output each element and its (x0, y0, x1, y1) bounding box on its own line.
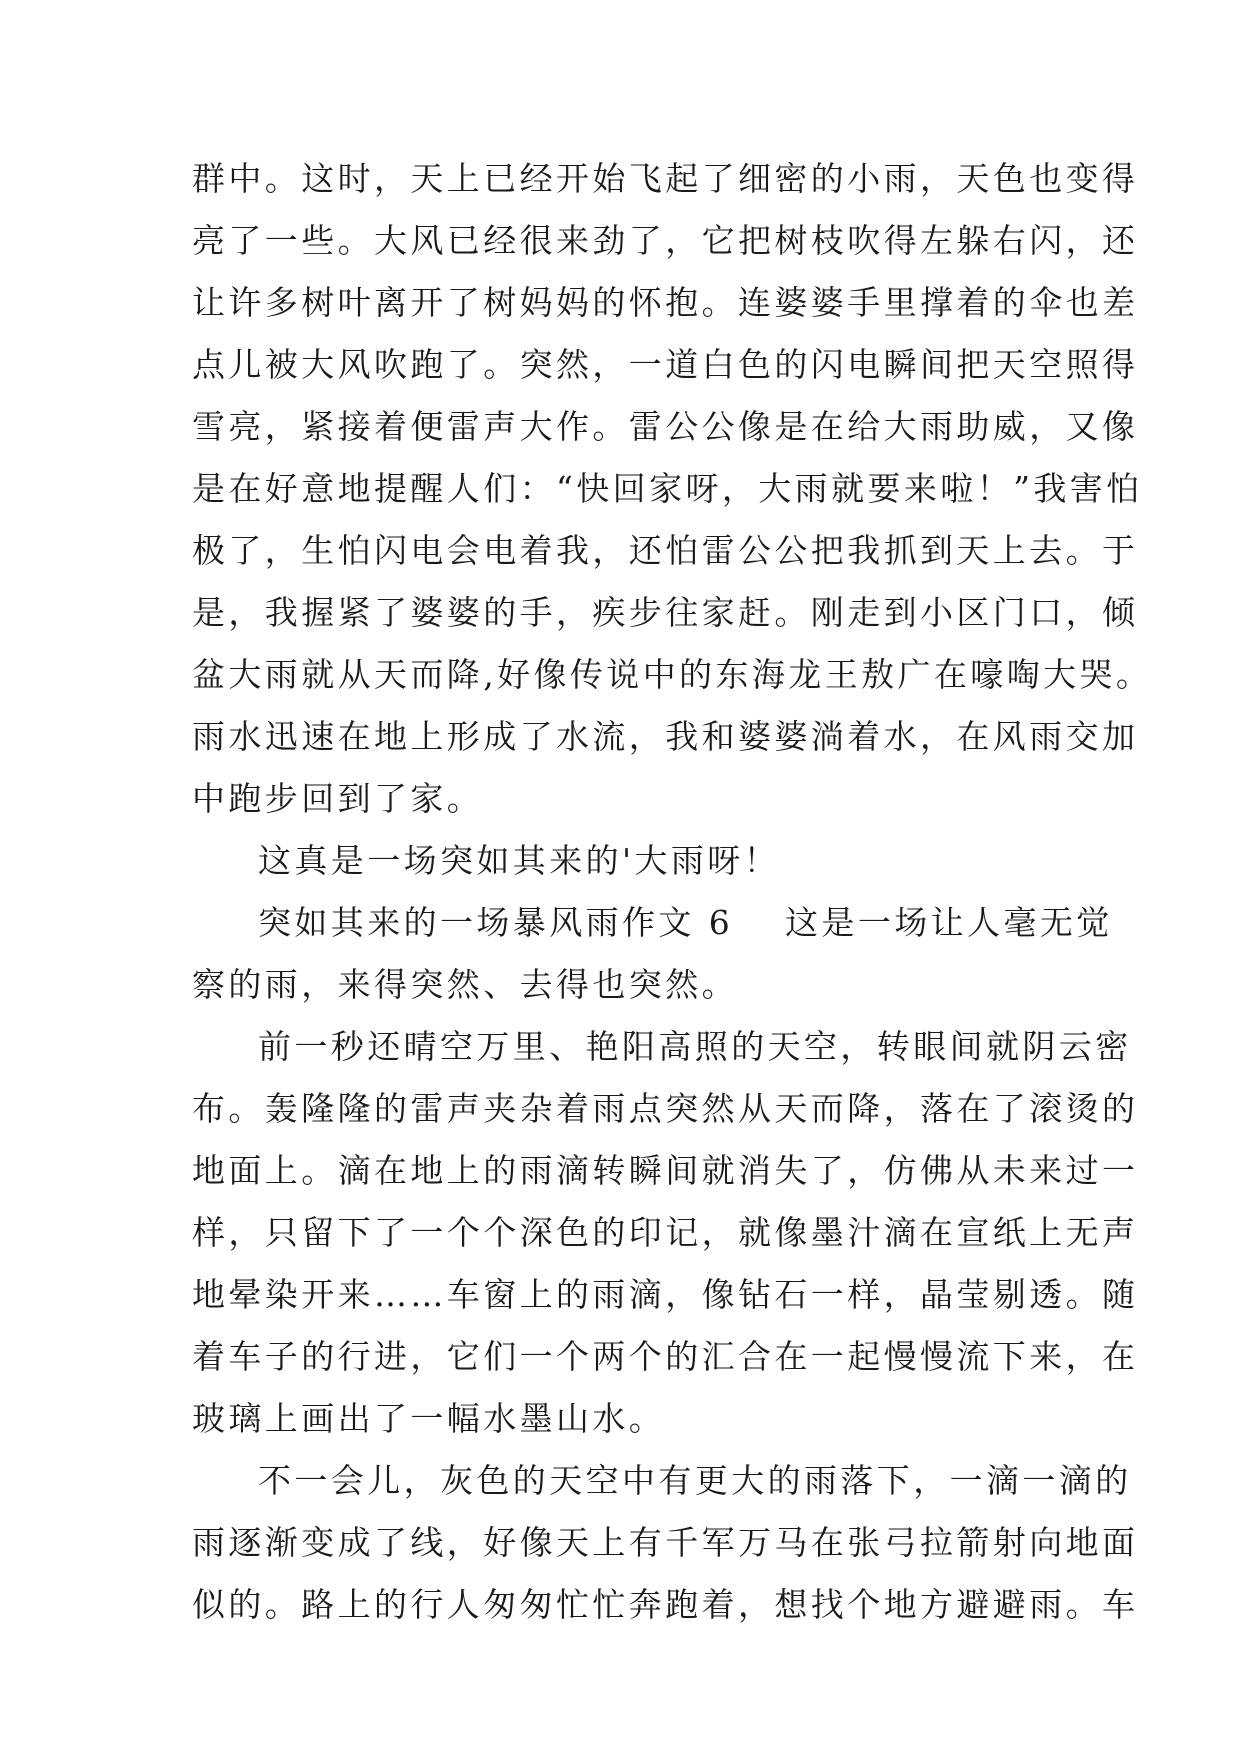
text-line: 似的。路上的行人匆匆忙忙奔跑着，想找个地方避避雨。车 (192, 1585, 1139, 1624)
text-line: 极了，生怕闪电会电着我，还怕雷公公把我抓到天上去。于 (192, 531, 1139, 570)
text-line: 点儿被大风吹跑了。突然，一道白色的闪电瞬间把天空照得 (192, 345, 1139, 384)
text-line: 玻璃上画出了一幅水墨山水。 (192, 1399, 666, 1438)
text-line: 盆大雨就从天而降,好像传说中的东海龙王敖广在嚎啕大哭。 (192, 655, 1153, 694)
text-line: 中跑步回到了家。 (192, 779, 484, 818)
text-line: 着车子的行进，它们一个两个的汇合在一起慢慢流下来，在 (192, 1337, 1139, 1376)
text-line: 是，我握紧了婆婆的手，疾步往家赶。刚走到小区门口，倾 (192, 593, 1139, 632)
text-line: 亮了一些。大风已经很来劲了，它把树枝吹得左躲右闪，还 (192, 221, 1139, 260)
text-line: 群中。这时，天上已经开始飞起了细密的小雨，天色也变得 (192, 159, 1139, 198)
text-line: 雪亮，紧接着便雷声大作。雷公公像是在给大雨助威，又像 (192, 407, 1139, 446)
essay-opening-text: 这是一场让人毫无觉 (785, 903, 1113, 942)
text-line: 察的雨，来得突然、去得也突然。 (192, 965, 738, 1004)
text-line: 地面上。滴在地上的雨滴转瞬间就消失了，仿佛从未来过一 (192, 1151, 1139, 1190)
essay-title: 突如其来的一场暴风雨作文 6 (258, 903, 734, 942)
text-line: 是在好意地提醒人们：“快回家呀，大雨就要来啦！”我害怕 (192, 469, 1143, 508)
text-line: 样，只留下了一个个深色的印记，就像墨汁滴在宣纸上无声 (192, 1213, 1139, 1252)
paragraph-first-line: 这真是一场突如其来的'大雨呀！ (258, 841, 781, 880)
paragraph-first-line: 不一会儿，灰色的天空中有更大的雨落下，一滴一滴的 (258, 1461, 1132, 1500)
text-line: 让许多树叶离开了树妈妈的怀抱。连婆婆手里撑着的伞也差 (192, 283, 1139, 322)
essay-heading-line (192, 892, 1113, 954)
text-line: 布。轰隆隆的雷声夹杂着雨点突然从天而降，落在了滚烫的 (192, 1089, 1139, 1128)
text-line: 地晕染开来……车窗上的雨滴，像钻石一样，晶莹剔透。随 (192, 1275, 1139, 1314)
paragraph-first-line: 前一秒还晴空万里、艳阳高照的天空，转眼间就阴云密 (258, 1027, 1132, 1066)
text-line: 雨水迅速在地上形成了水流，我和婆婆淌着水，在风雨交加 (192, 717, 1139, 756)
text-line: 雨逐渐变成了线，好像天上有千军万马在张弓拉箭射向地面 (192, 1523, 1139, 1562)
body-text (192, 148, 1153, 1636)
